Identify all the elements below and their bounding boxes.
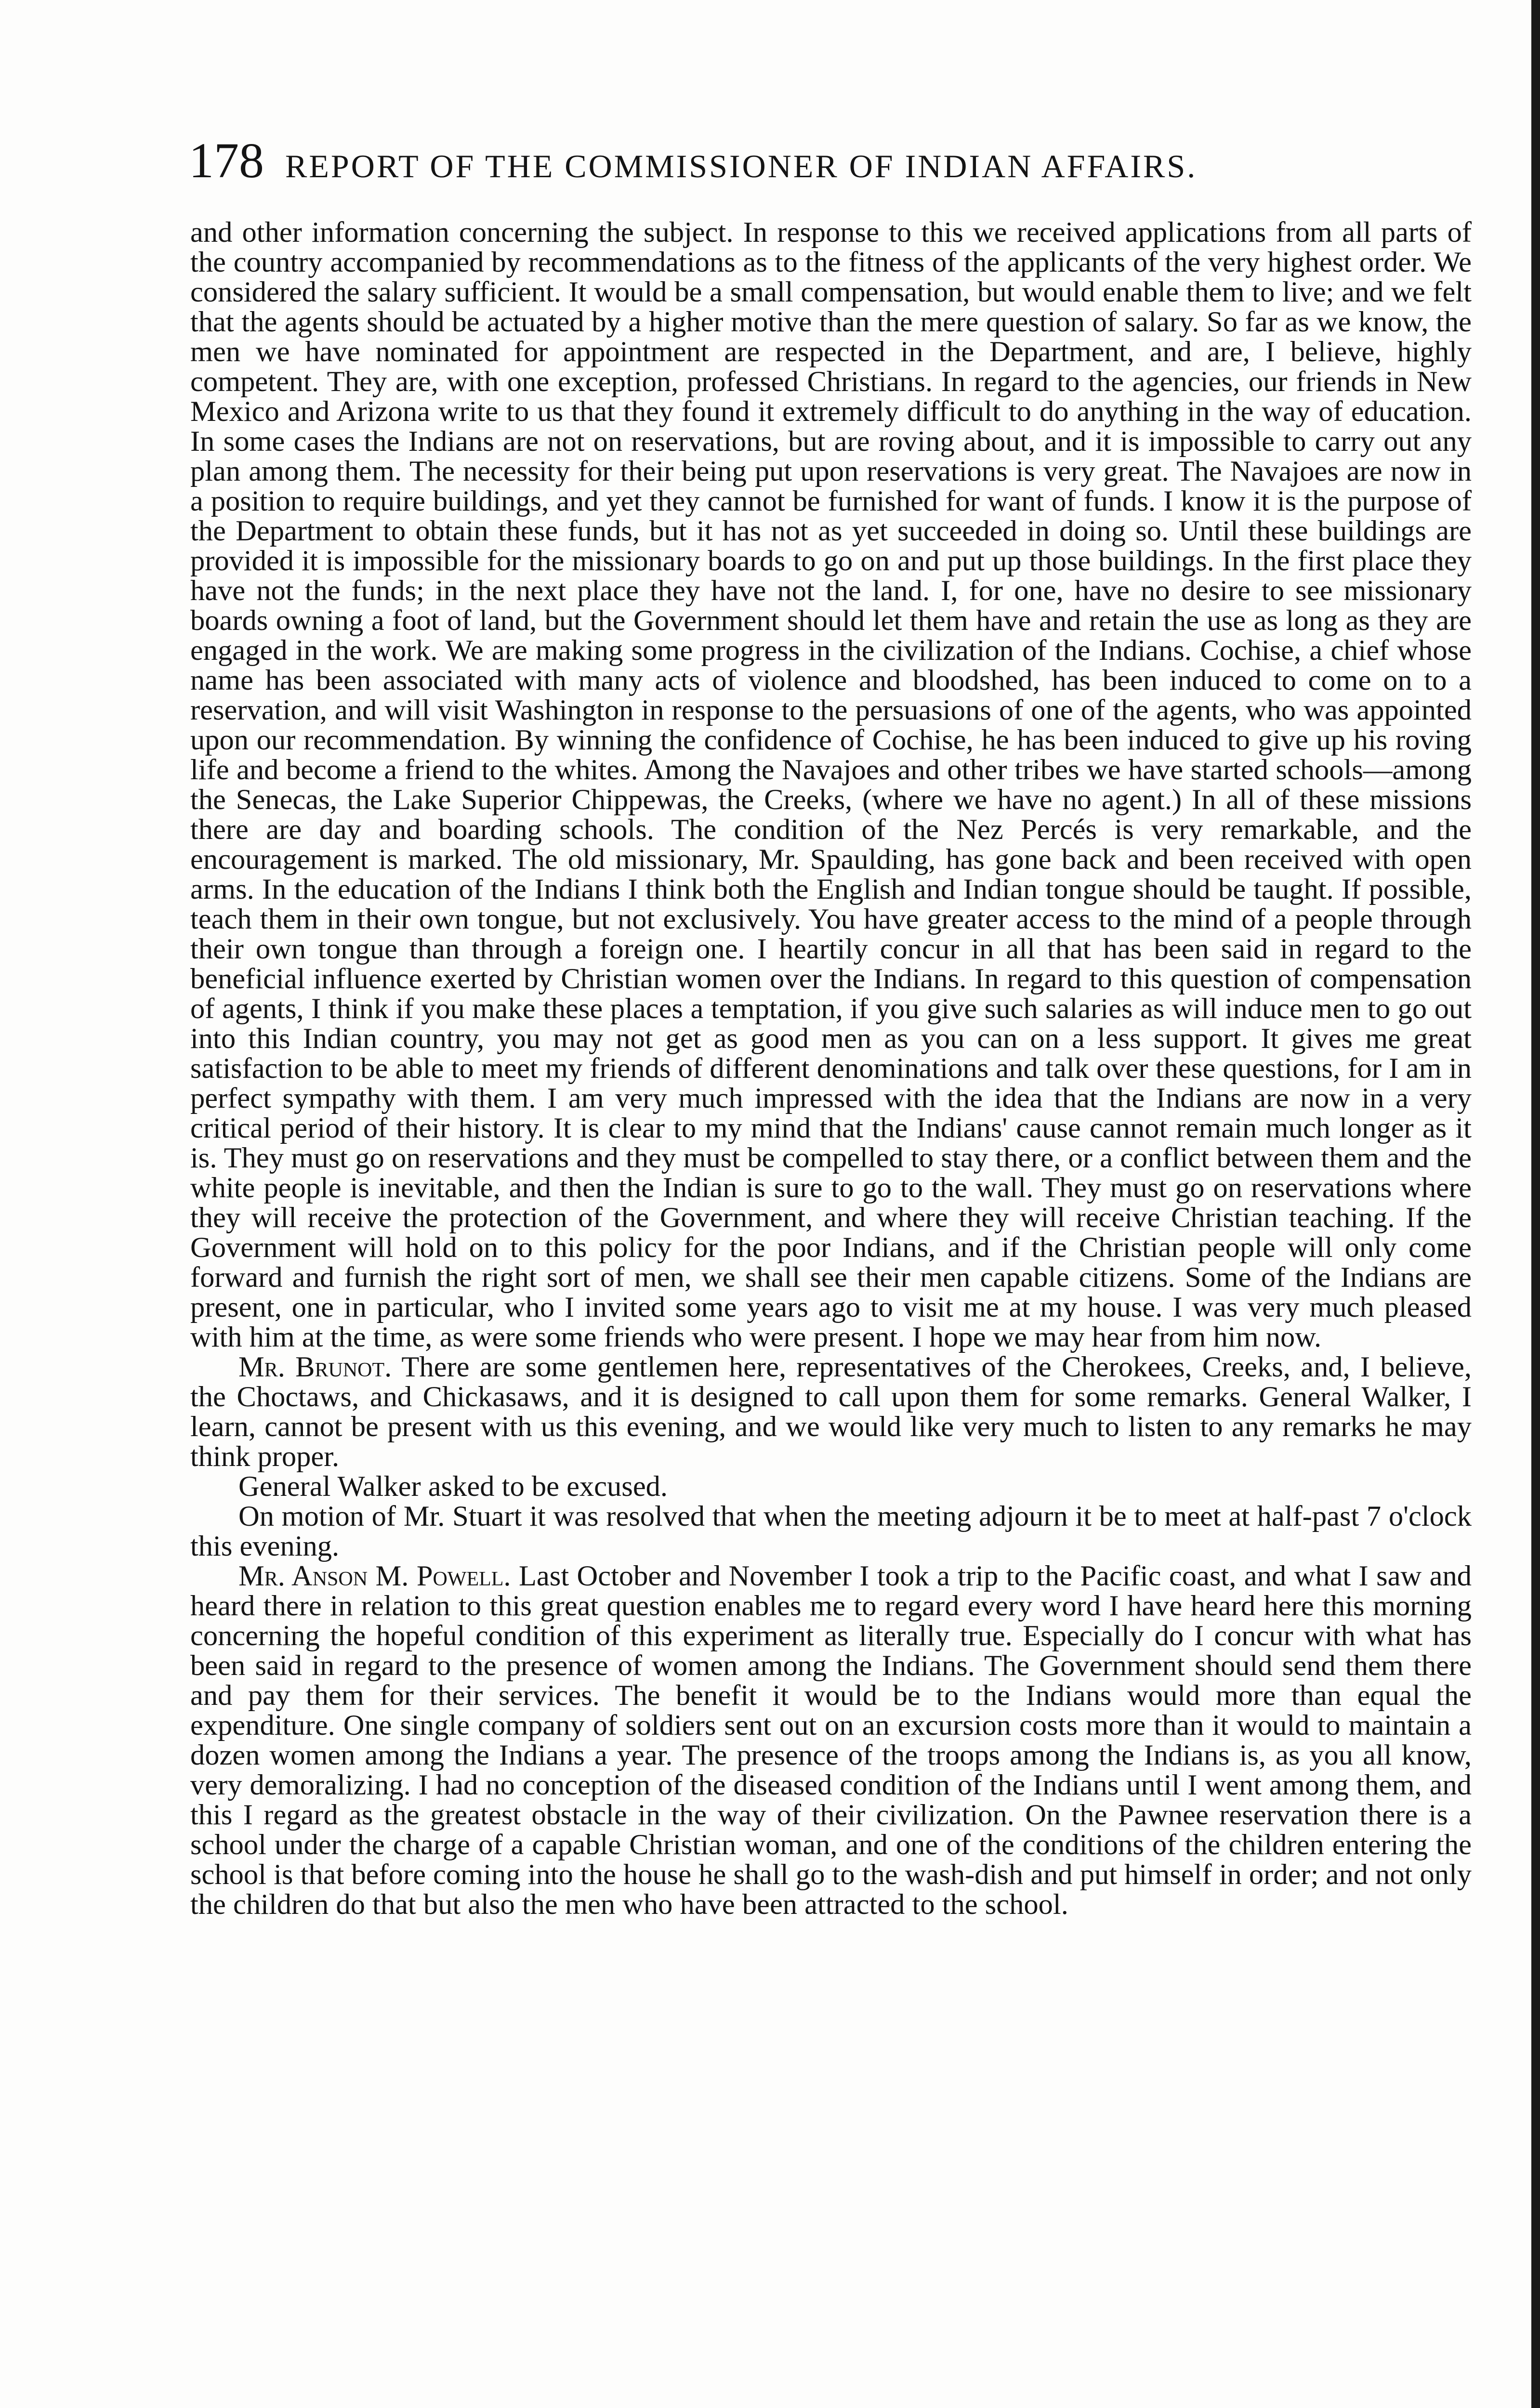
speaker-name: Mr. Brunot.: [238, 1351, 392, 1383]
running-head: REPORT OF THE COMMISSIONER OF INDIAN AFFAIRS.: [285, 148, 1198, 184]
paragraph-walker: General Walker asked to be excused.: [238, 1470, 668, 1503]
paragraph-text: Last October and November I took a trip to the Pacific coast, and what I saw and heard there in relation to this great question enables me to regard every word I have heard here this morning concerning the hopeful condition of this experiment as literally true. Especially do I concur with what has been said in regard to the presence of women among the Indians. The Government should send them there and pay them for their services. The benefit it would be to the Indians would more than equal the expenditure. One single company of soldiers sent out on an excursion costs more than it would to maintain a dozen women among the Indians a year. The presence of the troops among the Indians is, as you all know, very demoralizing. I had no conception of the diseased condition of the Indians until I went among them, and this I regard as the greatest obstacle in the way of their civilization. On the Pawnee reservation there is a school under the charge of a capable Christian woman, and one of the conditions of the children entering the school is that before coming into the house he shall go to the wash-dish and put himself in order; and not only the children do that but also the men who have been attracted to the school.: [190, 1560, 1472, 1921]
body-text: [190, 218, 1472, 1920]
page-header: [189, 133, 1470, 189]
paragraph-brunot: [190, 1352, 1472, 1472]
paragraph-text: There are some gentlemen here, representatives of the Cherokees, Creeks, and, I believe, the Choctaws, and Chickasaws, and it is designed to call upon them for some remarks. General Walker, I learn, cannot be present with us this evening, and we would like very much to listen to any remarks he may think proper.: [190, 1351, 1472, 1473]
page-number: 178: [189, 133, 264, 188]
speaker-name: Mr. Anson M. Powell.: [238, 1560, 511, 1592]
paragraph-powell: [190, 1561, 1472, 1920]
scan-border-right: [1531, 0, 1540, 2408]
paragraph-continued: and other information concerning the subject. In response to this we received applications from all parts of the country accompanied by recommendations as to the fitness of the applicants of the very highest order. We considered the salary sufficient. It would be a small compensation, but would enable them to live; and we felt that the agents should be actuated by a higher motive than the mere question of salary. So far as we know, the men we have nominated for appointment are respected in the Department, and are, I believe, highly competent. They are, with one exception, professed Christians. In regard to the agencies, our friends in New Mexico and Arizona write to us that they found it extremely difficult to do anything in the way of education. In some cases the Indians are not on reservations, but are roving about, and it is impossible to carry out any plan among them. The necessity for their being put upon reservations is very great. The Navajoes are now in a position to require buildings, and yet they cannot be furnished for want of funds. I know it is the purpose of the Department to obtain these funds, but it has not as yet succeeded in doing so. Until these buildings are provided it is impossible for the missionary boards to go on and put up those buildings. In the first place they have not the funds; in the next place they have not the land. I, for one, have no desire to see missionary boards owning a foot of land, but the Government should let them have and retain the use as long as they are engaged in the work. We are making some progress in the civilization of the Indians. Cochise, a chief whose name has been associated with many acts of violence and bloodshed, has been induced to come on to a reservation, and will visit Washington in response to the persuasions of one of the agents, who was appointed upon our recommendation. By winning the confidence of Cochise, he has been induced to give up his roving life and become a friend to the whites. Among the Navajoes and other tribes we have started schools—among the Senecas, the Lake Superior Chippewas, the Creeks, (where we have no agent.) In all of these missions there are day and boarding schools. The condition of the Nez Percés is very remarkable, and the encouragement is marked. The old missionary, Mr. Spaulding, has gone back and been received with open arms. In the education of the Indians I think both the English and Indian tongue should be taught. If possible, teach them in their own tongue, but not exclusively. You have greater access to the mind of a people through their own tongue than through a foreign one. I heartily concur in all that has been said in regard to the beneficial influence exerted by Christian women over the Indians. In regard to this question of compensation of agents, I think if you make these places a temptation, if you give such salaries as will induce men to go out into this Indian country, you may not get as good men as you can on a less support. It gives me great satisfaction to be able to meet my friends of different denominations and talk over these questions, for I am in perfect sympathy with them. I am very much impressed with the idea that the Indians are now in a very critical period of their history. It is clear to my mind that the Indians' cause cannot remain much longer as it is. They must go on reservations and they must be compelled to stay there, or a conflict between them and the white people is inevitable, and then the Indian is sure to go to the wall. They must go on reservations where they will receive the protection of the Government, and where they will receive Christian teaching. If the Government will hold on to this policy for the poor Indians, and if the Christian people will only come forward and furnish the right sort of men, we shall see their men capable citizens. Some of the Indians are present, one in particular, who I invited some years ago to visit me at my house. I was very much pleased with him at the time, as were some friends who were present. I hope we may hear from him now.: [190, 216, 1472, 1353]
paragraph-motion: On motion of Mr. Stuart it was resolved that when the meeting adjourn it be to meet at half-past 7 o'clock this evening.: [190, 1500, 1472, 1562]
